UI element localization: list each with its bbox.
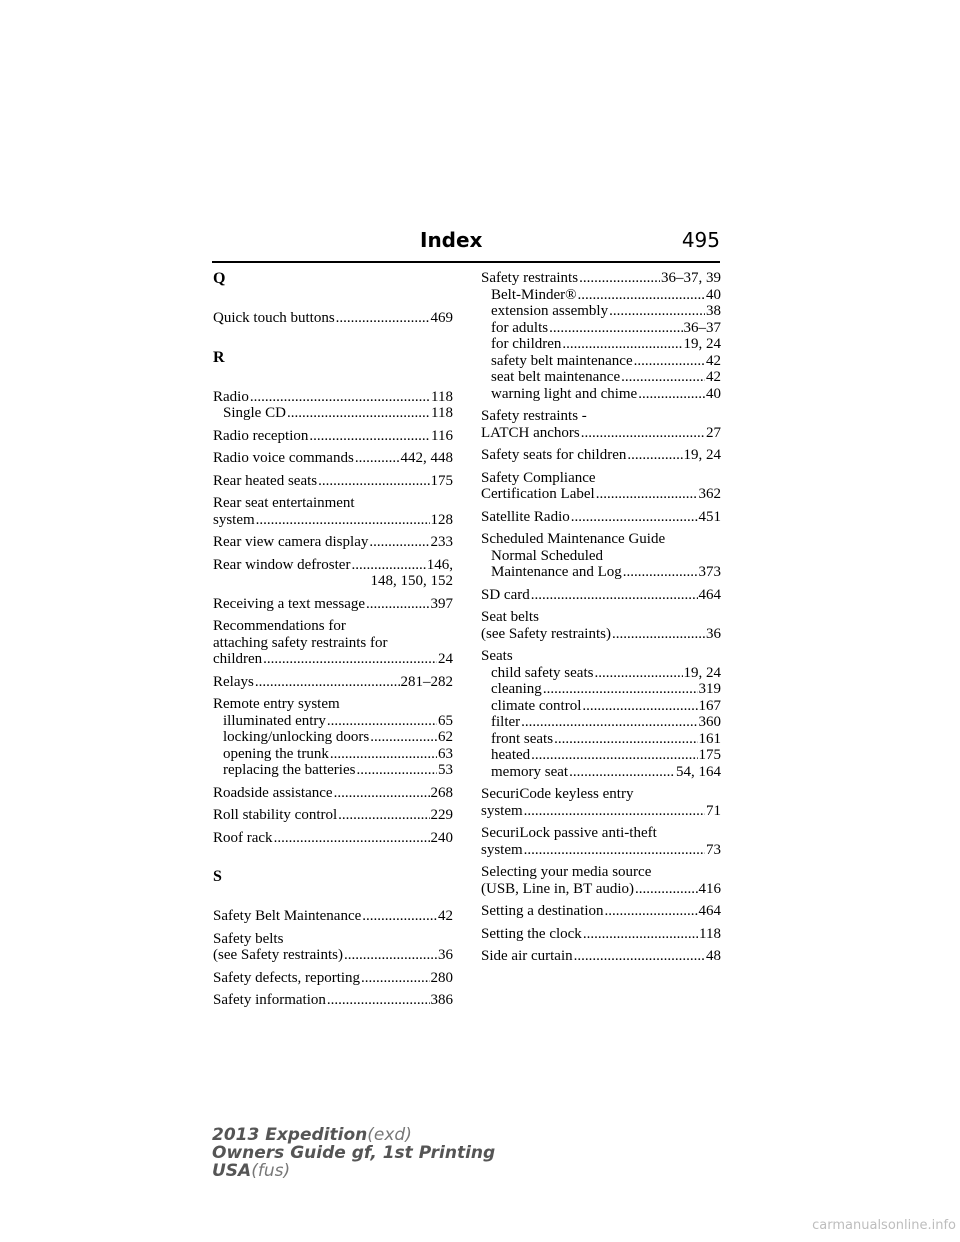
- dot-leader: [338, 807, 429, 824]
- index-entry: [213, 908, 453, 925]
- index-entry: [481, 803, 721, 820]
- entry-page: 175: [430, 472, 453, 489]
- dot-leader: [612, 626, 705, 643]
- index-entry-continuation: 148, 150, 152: [370, 573, 453, 589]
- dot-leader: [356, 762, 437, 779]
- index-entry: [481, 486, 721, 503]
- entry-term: locking/unlocking doors: [223, 729, 370, 745]
- entry-page: 73: [706, 841, 721, 858]
- entry-term: safety belt maintenance: [491, 352, 633, 369]
- entry-term: Roadside assistance: [213, 784, 333, 801]
- entry-page: 464: [698, 903, 721, 919]
- entry-term: Belt-Minder®: [491, 286, 577, 303]
- entry-term: climate control: [491, 697, 582, 714]
- entry-page: 38: [706, 303, 721, 319]
- dot-leader: [263, 651, 437, 668]
- entry-page: 24: [438, 651, 453, 667]
- index-column-right: [481, 270, 721, 965]
- entry-page: 233: [430, 534, 453, 550]
- entry-page: 362: [698, 486, 721, 502]
- entry-page: 167: [698, 697, 721, 714]
- entry-page: 63: [438, 745, 453, 762]
- index-entry: [213, 785, 453, 802]
- dot-leader: [621, 369, 705, 386]
- dot-leader: [309, 428, 430, 445]
- index-entry: [213, 970, 453, 987]
- index-entry: [213, 947, 453, 964]
- index-entry-heading: Recommendations for: [213, 618, 346, 634]
- index-subentry: [481, 747, 721, 764]
- dot-leader: [581, 425, 705, 442]
- dot-leader: [623, 564, 698, 581]
- index-entry: [213, 428, 453, 445]
- entry-term: seat belt maintenance: [491, 369, 621, 385]
- entry-term: (see Safety restraints): [213, 947, 343, 963]
- index-subentry: [481, 698, 721, 715]
- entry-term: Safety information: [213, 992, 326, 1008]
- index-letter-heading: Q: [213, 270, 226, 287]
- index-entry-heading: Safety belts: [213, 930, 284, 947]
- dot-leader: [524, 842, 705, 859]
- entry-page: 451: [698, 508, 721, 525]
- dot-leader: [627, 447, 682, 464]
- dot-leader: [582, 698, 697, 715]
- entry-term: Safety seats for children: [481, 447, 627, 463]
- index-entry: [481, 842, 721, 859]
- entry-term: system: [213, 511, 255, 528]
- entry-term: system: [481, 802, 523, 819]
- index-subentry: [213, 762, 453, 779]
- dot-leader: [336, 310, 430, 327]
- dot-leader: [554, 731, 697, 748]
- entry-page: 27: [706, 424, 721, 441]
- entry-term: Radio voice commands: [213, 450, 354, 466]
- index-entry: [213, 674, 453, 691]
- dot-leader: [362, 908, 437, 925]
- entry-term: warning light and chime: [491, 385, 638, 402]
- entry-term: Setting a destination: [481, 903, 604, 919]
- index-entry-heading: attaching safety restraints for: [213, 634, 388, 651]
- footer-line-3: USA(fus): [212, 1161, 291, 1181]
- entry-page: 240: [430, 829, 453, 846]
- index-entry: [213, 512, 453, 529]
- dot-leader: [318, 473, 429, 490]
- index-subentry: [481, 714, 721, 731]
- entry-term: cleaning: [491, 681, 542, 697]
- entry-page: 161: [698, 730, 721, 747]
- index-entry: [481, 903, 721, 920]
- index-entry: [213, 389, 453, 406]
- entry-page: 386: [430, 992, 453, 1008]
- header-rule: [212, 261, 720, 263]
- index-subentry: [213, 405, 453, 422]
- entry-term: Relays: [213, 673, 254, 690]
- entry-page: 40: [706, 286, 721, 303]
- dot-leader: [355, 450, 400, 467]
- entry-term: SD card: [481, 586, 530, 603]
- entry-page: 397: [430, 595, 453, 612]
- index-subentry: [481, 353, 721, 370]
- footer-line-2: Owners Guide gf, 1st Printing: [212, 1143, 496, 1163]
- watermark[interactable]: carmanualsonline.info: [812, 1218, 956, 1233]
- dot-leader: [344, 947, 437, 964]
- index-entry-heading: Scheduled Maintenance Guide: [481, 531, 666, 547]
- dot-leader: [287, 405, 430, 422]
- entry-term: Radio reception: [213, 427, 309, 444]
- entry-page: 19, 24: [683, 664, 721, 681]
- index-subentry: [481, 369, 721, 386]
- entry-term: system: [481, 841, 523, 858]
- entry-page: 42: [438, 908, 453, 924]
- index-entry: [213, 992, 453, 1009]
- index-subentry: [213, 713, 453, 730]
- index-entry: [213, 557, 453, 574]
- entry-page: 280: [430, 969, 453, 986]
- entry-term: Maintenance and Log: [491, 564, 622, 580]
- entry-term: filter: [491, 714, 521, 730]
- entry-page: 146,: [426, 556, 453, 573]
- index-subentry: [213, 729, 453, 746]
- entry-page: 19, 24: [683, 447, 721, 463]
- dot-leader: [256, 512, 430, 529]
- dot-leader: [327, 992, 430, 1009]
- dot-leader: [351, 557, 425, 574]
- dot-leader: [583, 926, 698, 943]
- index-column-left: [213, 270, 453, 1009]
- index-entry: [213, 534, 453, 551]
- entry-page: 42: [706, 369, 721, 385]
- index-entry-heading: Remote entry system: [213, 696, 340, 712]
- index-entry: [213, 473, 453, 490]
- index-entry: [213, 651, 453, 668]
- dot-leader: [594, 665, 682, 682]
- dot-leader: [531, 587, 698, 604]
- dot-leader: [638, 386, 705, 403]
- entry-page: 373: [698, 564, 721, 580]
- index-entry: [481, 626, 721, 643]
- entry-term: for adults: [491, 319, 549, 336]
- dot-leader: [635, 881, 697, 898]
- index-entry-heading: SecuriLock passive anti-theft: [481, 825, 657, 841]
- index-entry: [213, 807, 453, 824]
- dot-leader: [327, 713, 437, 730]
- dot-leader: [531, 747, 697, 764]
- index-entry: [481, 447, 721, 464]
- dot-leader: [578, 287, 705, 304]
- index-entry-heading: Safety restraints -: [481, 408, 587, 424]
- entry-term: Rear heated seats: [213, 472, 318, 489]
- entry-term: heated: [491, 747, 531, 763]
- index-subentry: [213, 746, 453, 763]
- dot-leader: [274, 830, 430, 847]
- index-subentry: [481, 731, 721, 748]
- entry-page: 36: [438, 947, 453, 963]
- index-entry: [481, 948, 721, 965]
- entry-term: Satellite Radio: [481, 508, 570, 525]
- entry-term: Quick touch buttons: [213, 310, 335, 326]
- index-entry: [481, 509, 721, 526]
- entry-term: Rear window defroster: [213, 556, 351, 573]
- section-title: Index: [420, 228, 483, 252]
- entry-page: 53: [438, 762, 453, 778]
- dot-leader: [366, 596, 429, 613]
- index-entry: [481, 587, 721, 604]
- index-subentry: [481, 764, 721, 781]
- entry-term: Safety defects, reporting: [213, 969, 361, 986]
- entry-term: Radio: [213, 388, 249, 405]
- entry-term: for children: [491, 336, 562, 352]
- entry-term: Single CD: [223, 405, 286, 421]
- entry-page: 36–37: [683, 319, 721, 336]
- index-entry: [481, 270, 721, 287]
- entry-term: Certification Label: [481, 486, 595, 502]
- index-letter-heading: S: [213, 868, 222, 885]
- entry-page: 128: [430, 511, 453, 528]
- dot-leader: [549, 320, 682, 337]
- dot-leader: [369, 534, 429, 551]
- dot-leader: [361, 970, 429, 987]
- index-subentry: [481, 681, 721, 698]
- page-number: 495: [681, 228, 720, 252]
- dot-leader: [571, 509, 698, 526]
- dot-leader: [579, 270, 660, 287]
- entry-term: extension assembly: [491, 303, 609, 319]
- entry-term: Rear view camera display: [213, 534, 369, 550]
- index-subentry: [481, 303, 721, 320]
- dot-leader: [609, 303, 705, 320]
- entry-page: 175: [698, 747, 721, 763]
- entry-page: 116: [431, 427, 453, 444]
- dot-leader: [569, 764, 675, 781]
- entry-term: Safety Belt Maintenance: [213, 908, 362, 924]
- index-subentry: [481, 336, 721, 353]
- footer: [212, 1125, 496, 1181]
- entry-page: 19, 24: [683, 336, 721, 352]
- dot-leader: [596, 486, 698, 503]
- entry-page: 118: [431, 405, 453, 421]
- entry-term: Receiving a text message: [213, 595, 366, 612]
- index-entry-heading: Normal Scheduled: [491, 547, 604, 564]
- entry-page: 319: [698, 681, 721, 697]
- dot-leader: [330, 746, 437, 763]
- footer-line-1: 2013 Expedition(exd): [212, 1125, 412, 1145]
- entry-term: replacing the batteries: [223, 762, 356, 778]
- index-entry-heading: Rear seat entertainment: [213, 495, 355, 511]
- entry-page: 268: [430, 784, 453, 801]
- entry-page: 65: [438, 712, 453, 729]
- entry-page: 469: [430, 310, 453, 326]
- entry-page: 281–282: [400, 673, 453, 690]
- dot-leader: [543, 681, 698, 698]
- entry-term: illuminated entry: [223, 712, 326, 729]
- entry-page: 360: [698, 714, 721, 730]
- dot-leader: [250, 389, 430, 406]
- index-subentry: [481, 386, 721, 403]
- index-entry: [481, 425, 721, 442]
- entry-term: (USB, Line in, BT audio): [481, 880, 635, 897]
- dot-leader: [562, 336, 682, 353]
- dot-leader: [334, 785, 430, 802]
- entry-page: 48: [706, 948, 721, 964]
- entry-page: 62: [438, 729, 453, 745]
- index-entry-heading: SecuriCode keyless entry: [481, 786, 634, 802]
- entry-page: 40: [706, 385, 721, 402]
- entry-term: opening the trunk: [223, 745, 329, 762]
- index-entry: [481, 881, 721, 898]
- entry-term: Safety restraints: [481, 270, 579, 286]
- entry-term: (see Safety restraints): [481, 625, 611, 642]
- entry-term: memory seat: [491, 763, 569, 780]
- dot-leader: [521, 714, 697, 731]
- index-subentry: [481, 564, 721, 581]
- index-entry: [213, 596, 453, 613]
- entry-page: 464: [698, 586, 721, 603]
- index-entry: [213, 310, 453, 327]
- index-subentry: [481, 665, 721, 682]
- entry-page: 36–37, 39: [661, 270, 721, 286]
- dot-leader: [524, 803, 705, 820]
- entry-page: 54, 164: [676, 763, 721, 780]
- entry-term: children: [213, 651, 263, 667]
- index-entry: [481, 926, 721, 943]
- dot-leader: [574, 948, 705, 965]
- entry-term: Roof rack: [213, 829, 273, 846]
- entry-page: 42: [706, 352, 721, 369]
- entry-page: 71: [706, 802, 721, 819]
- entry-term: front seats: [491, 730, 554, 747]
- entry-term: LATCH anchors: [481, 424, 580, 441]
- entry-term: Roll stability control: [213, 807, 338, 823]
- entry-page: 118: [431, 388, 453, 405]
- entry-page: 118: [699, 925, 721, 942]
- entry-page: 416: [698, 880, 721, 897]
- index-subentry: [481, 287, 721, 304]
- index-entry-heading: Seats: [481, 648, 513, 664]
- index-entry-heading: Safety Compliance: [481, 469, 596, 486]
- index-entry-heading: Selecting your media source: [481, 864, 652, 880]
- entry-page: 36: [706, 625, 721, 642]
- entry-page: 229: [430, 807, 453, 823]
- entry-term: Side air curtain: [481, 948, 573, 964]
- dot-leader: [634, 353, 705, 370]
- dot-leader: [604, 903, 697, 920]
- entry-page: 442, 448: [400, 450, 453, 466]
- index-entry-heading: Seat belts: [481, 609, 539, 625]
- entry-term: child safety seats: [491, 664, 594, 681]
- entry-term: Setting the clock: [481, 925, 582, 942]
- index-letter-heading: R: [213, 348, 225, 366]
- dot-leader: [370, 729, 437, 746]
- index-entry: [213, 450, 453, 467]
- index-entry: [213, 830, 453, 847]
- index-subentry: [481, 320, 721, 337]
- dot-leader: [255, 674, 400, 691]
